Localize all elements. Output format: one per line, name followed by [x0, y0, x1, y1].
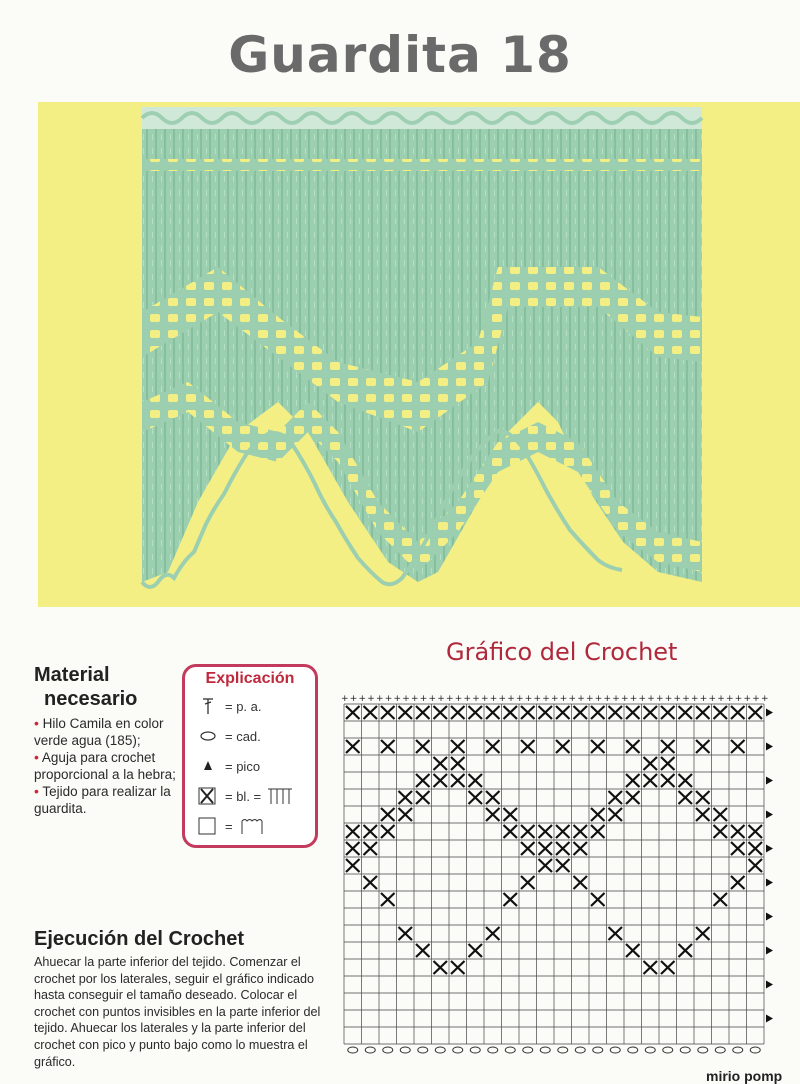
plus-mark: + — [761, 694, 769, 704]
plus-mark: + — [402, 694, 410, 704]
plus-mark: + — [367, 694, 375, 704]
plus-mark: + — [384, 694, 393, 704]
chain-space-icon — [237, 817, 267, 835]
plus-mark: + — [498, 694, 507, 704]
chain-oval-icon — [645, 1047, 655, 1053]
plus-mark: + — [621, 694, 629, 704]
chain-oval-icon — [575, 1047, 585, 1053]
plus-mark: + — [682, 694, 690, 704]
plus-mark: + — [376, 694, 384, 704]
plus-mark: + — [533, 694, 542, 704]
crochet-chart — [336, 690, 786, 1073]
plus-mark: + — [568, 694, 577, 704]
plus-mark: + — [699, 694, 708, 704]
picot-triangle-icon — [766, 1015, 773, 1023]
bullet-icon: • — [34, 715, 39, 731]
plus-mark: + — [629, 694, 638, 704]
material-list — [34, 715, 184, 817]
chain-oval-icon — [663, 1047, 673, 1053]
tall-stitch-icon — [197, 697, 219, 715]
legend-row-pa — [197, 697, 262, 715]
plus-mark: + — [734, 694, 743, 704]
picot-triangle-icon — [766, 811, 773, 819]
plus-mark: + — [481, 694, 489, 704]
plus-mark: + — [726, 694, 734, 704]
legend-label: = — [225, 818, 233, 834]
chain-oval-icon — [453, 1047, 463, 1053]
material-heading — [34, 663, 184, 711]
chain-oval-icon — [348, 1047, 358, 1053]
plus-mark: + — [437, 694, 445, 704]
chain-oval-icon — [383, 1047, 393, 1053]
plus-mark: + — [489, 694, 498, 704]
plus-mark: + — [708, 694, 717, 704]
plus-mark: + — [419, 694, 428, 704]
plus-mark: + — [717, 694, 725, 704]
material-item — [34, 715, 184, 749]
legend-row-pico — [197, 757, 260, 775]
plus-mark: + — [673, 694, 682, 704]
chain-oval-icon — [400, 1047, 410, 1053]
legend-label: = pico — [225, 758, 261, 774]
legend-row-bl — [197, 787, 295, 805]
material-item-text: Tejido para realizar la guardita. — [34, 784, 171, 816]
plus-mark: + — [551, 694, 559, 704]
bullet-icon: • — [34, 749, 39, 765]
plus-mark: + — [752, 694, 760, 704]
picot-triangle-icon — [766, 777, 773, 785]
picot-triangle-icon — [197, 757, 219, 775]
ejecucion-heading: Ejecución del Crochet — [34, 928, 245, 950]
plus-mark: + — [559, 694, 568, 704]
chain-oval-icon — [540, 1047, 550, 1053]
chain-oval-icon — [365, 1047, 375, 1053]
plus-mark: + — [542, 694, 550, 704]
legend-row-cad — [197, 727, 261, 745]
plus-mark: + — [577, 694, 585, 704]
cross-block-icon — [197, 787, 219, 805]
plus-mark: + — [691, 694, 699, 704]
chain-oval-icon — [733, 1047, 743, 1053]
plus-mark: + — [743, 694, 752, 704]
empty-square-icon — [197, 817, 219, 835]
picot-triangle-icon — [766, 913, 773, 921]
plus-mark: + — [516, 694, 524, 704]
ejecucion-section — [34, 928, 324, 1070]
material-section — [34, 663, 184, 817]
picot-triangle-icon — [766, 709, 773, 717]
crochet-photo — [38, 102, 800, 607]
plus-mark: + — [586, 694, 594, 704]
chain-oval-icon — [593, 1047, 603, 1053]
plus-mark: + — [411, 694, 419, 704]
chain-oval-icon — [418, 1047, 428, 1053]
plus-mark: + — [428, 694, 437, 704]
page-title: Guardita 18 — [228, 26, 572, 84]
chain-oval-icon — [750, 1047, 760, 1053]
plus-mark: + — [393, 694, 402, 704]
material-item-text: Aguja para crochet proporcional a la hebra; — [34, 750, 176, 782]
material-item — [34, 749, 184, 783]
chain-oval-icon — [470, 1047, 480, 1053]
chain-oval-icon — [558, 1047, 568, 1053]
plus-mark: + — [664, 694, 673, 704]
chain-oval-icon — [698, 1047, 708, 1053]
crochet-grid — [336, 690, 786, 1068]
picot-triangle-icon — [766, 845, 773, 853]
plus-mark: + — [358, 694, 367, 704]
legend-title: Explicación — [205, 670, 295, 687]
bullet-icon: • — [34, 783, 39, 799]
chain-oval-icon — [488, 1047, 498, 1053]
plus-mark: + — [638, 694, 647, 704]
chart-title: Gráfico del Crochet — [446, 638, 678, 666]
picot-triangle-icon — [766, 981, 773, 989]
plus-mark: + — [603, 694, 612, 704]
chain-oval-icon — [505, 1047, 515, 1053]
plus-mark: + — [341, 694, 349, 704]
material-heading-line1: Material — [34, 664, 110, 686]
plus-mark: + — [656, 694, 664, 704]
plus-mark: + — [612, 694, 620, 704]
legend-label: = p. a. — [225, 698, 262, 714]
material-item-text: Hilo Camila en color verde agua (185); — [34, 716, 164, 748]
plus-mark: + — [446, 694, 454, 704]
chain-oval-icon — [628, 1047, 638, 1053]
legend-row-empty — [197, 817, 267, 835]
chain-oval-icon — [610, 1047, 620, 1053]
plus-mark: + — [472, 694, 480, 704]
picot-triangle-icon — [766, 947, 773, 955]
chain-oval-icon — [523, 1047, 533, 1053]
legend-label: = cad. — [225, 728, 261, 744]
plus-mark: + — [524, 694, 533, 704]
chain-oval-icon — [197, 727, 219, 745]
chain-oval-icon — [680, 1047, 690, 1053]
plus-mark: + — [454, 694, 463, 704]
picot-triangle-icon — [766, 879, 773, 887]
material-item — [34, 783, 184, 817]
plus-mark: + — [647, 694, 655, 704]
chain-oval-icon — [435, 1047, 445, 1053]
picot-triangle-icon — [766, 743, 773, 751]
legend-box — [182, 664, 318, 848]
ejecucion-body: Ahuecar la parte inferior del tejido. Comenzar el crochet por los laterales, seguir el gráfico indicado hasta conseguir el tamaño deseado. Colocar el crochet con puntos invisibles en la parte inferior del tejido. Ahuecar los laterales y la parte inferior del crochet con pico y punto bajo como lo muestra el gráfico. — [34, 955, 321, 1069]
plus-mark: + — [349, 694, 358, 704]
footer-credit: mirio pomp — [706, 1068, 783, 1084]
plus-mark: + — [463, 694, 472, 704]
material-heading-line2: necesario — [44, 688, 138, 710]
plus-mark: + — [507, 694, 515, 704]
chain-oval-icon — [715, 1047, 725, 1053]
four-stitch-icon — [265, 787, 295, 805]
plus-mark: + — [594, 694, 603, 704]
legend-label: = bl. = — [225, 788, 262, 804]
